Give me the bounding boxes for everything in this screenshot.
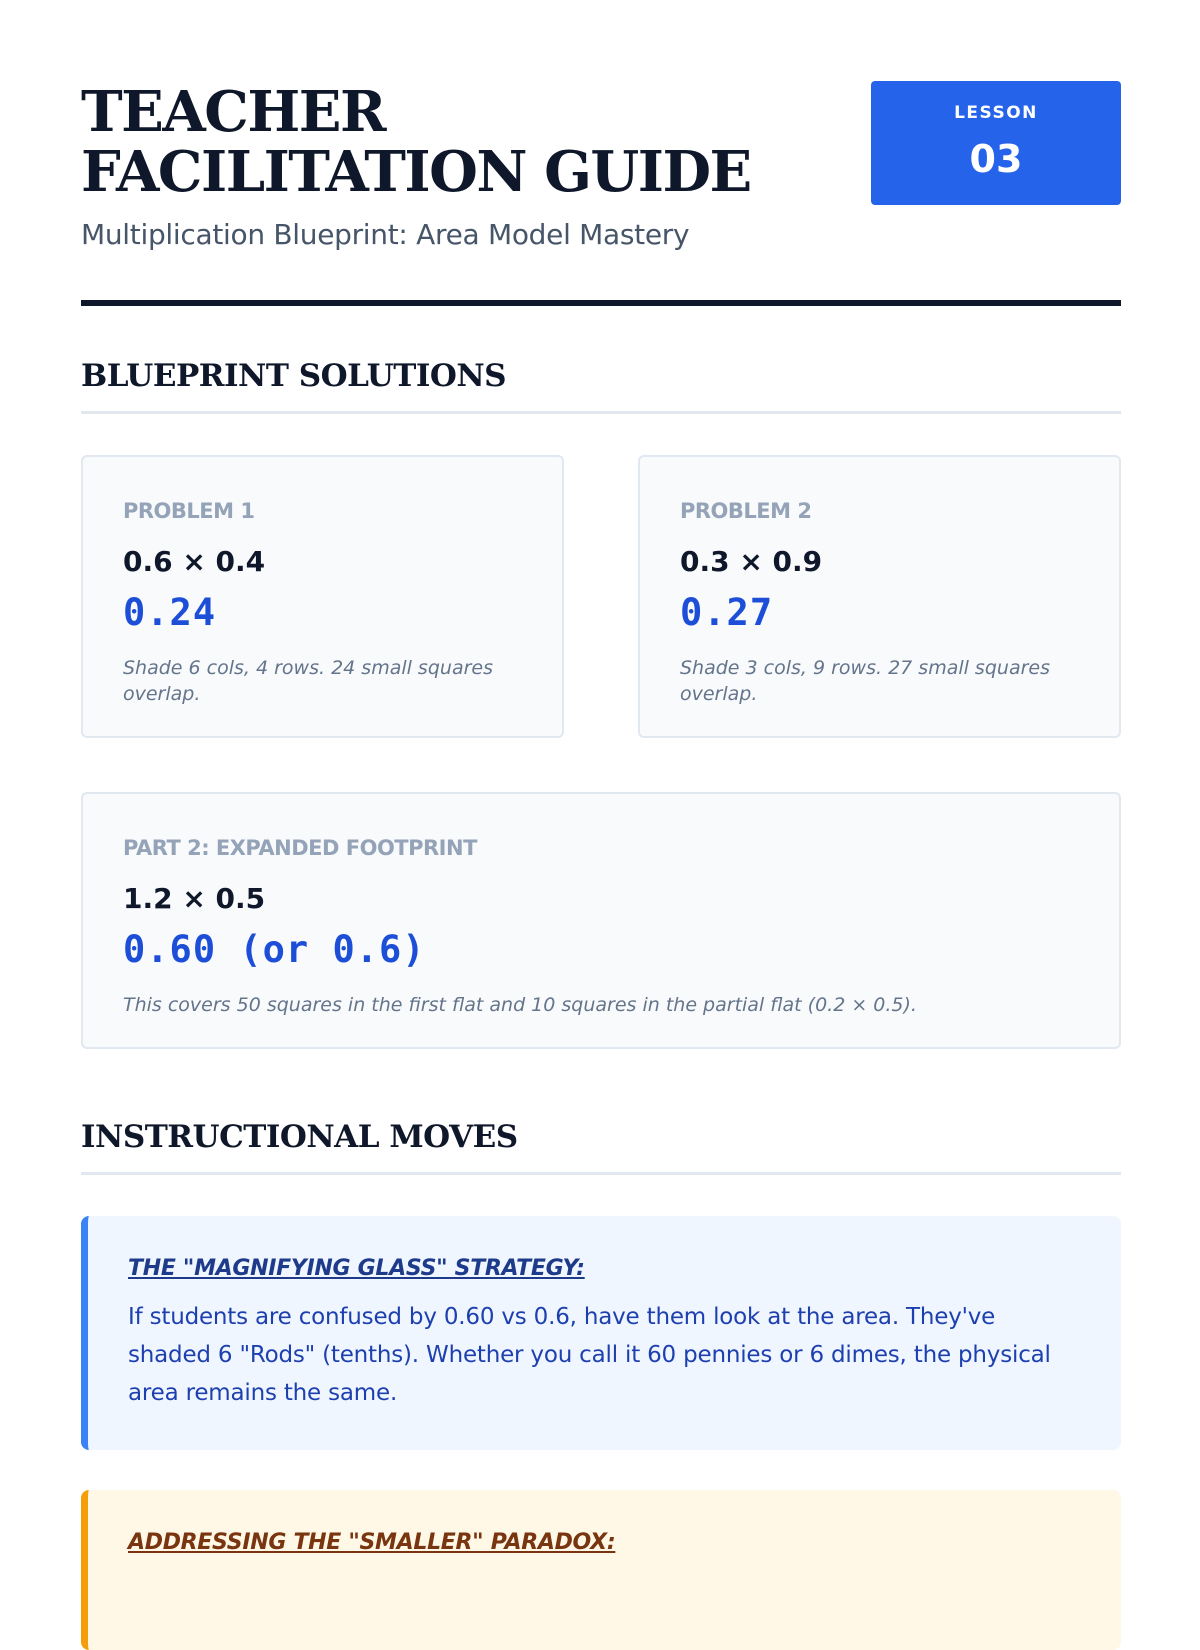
problem-expression: 0.3 × 0.9 xyxy=(680,545,823,578)
section-divider xyxy=(81,411,1121,414)
lesson-badge xyxy=(871,81,1121,205)
problem-card-2 xyxy=(638,455,1121,738)
part2-card xyxy=(81,792,1121,1049)
header-divider xyxy=(81,300,1121,306)
section-divider xyxy=(81,1172,1121,1175)
page-title: TEACHER FACILITATION GUIDE xyxy=(81,79,751,205)
problem-label: PROBLEM 2 xyxy=(680,499,812,523)
problem-note: Shade 6 cols, 4 rows. 24 small squares overlap. xyxy=(123,657,493,705)
lesson-badge-number: 03 xyxy=(969,137,1023,181)
problem-note: Shade 3 cols, 9 rows. 27 small squares overlap. xyxy=(680,657,1050,705)
callout-magnifying-glass xyxy=(81,1216,1121,1450)
problem-expression: 0.6 × 0.4 xyxy=(123,545,266,578)
section-title-blueprint-solutions: BLUEPRINT SOLUTIONS xyxy=(81,358,507,394)
part2-label: PART 2: EXPANDED FOOTPRINT xyxy=(123,836,477,860)
section-title-instructional-moves: INSTRUCTIONAL MOVES xyxy=(81,1119,518,1155)
problem-answer: 0.27 xyxy=(680,591,774,634)
part2-expression: 1.2 × 0.5 xyxy=(123,882,266,915)
part2-answer: 0.60 (or 0.6) xyxy=(123,928,426,971)
callout-title: THE "MAGNIFYING GLASS" STRATEGY: xyxy=(128,1256,585,1281)
callout-title: ADDRESSING THE "SMALLER" PARADOX: xyxy=(128,1530,616,1555)
part2-note: This covers 50 squares in the first flat and 10 squares in the partial flat (0.2 × 0.5). xyxy=(123,994,917,1016)
callout-smaller-paradox xyxy=(81,1490,1121,1650)
problem-answer: 0.24 xyxy=(123,591,217,634)
lesson-badge-label: LESSON xyxy=(954,103,1038,123)
guide-header xyxy=(81,0,1121,306)
problem-label: PROBLEM 1 xyxy=(123,499,255,523)
facilitation-guide-page xyxy=(81,0,1121,1555)
callout-body: If students are confused by 0.60 vs 0.6, have them look at the area. They've shaded 6 "Rods" (tenths). Whether you call it 60 pennies or 6 dimes, the physical area remains the same. xyxy=(128,1304,1051,1406)
problem-card-1 xyxy=(81,455,564,738)
page-subtitle: Multiplication Blueprint: Area Model Mastery xyxy=(81,218,690,251)
